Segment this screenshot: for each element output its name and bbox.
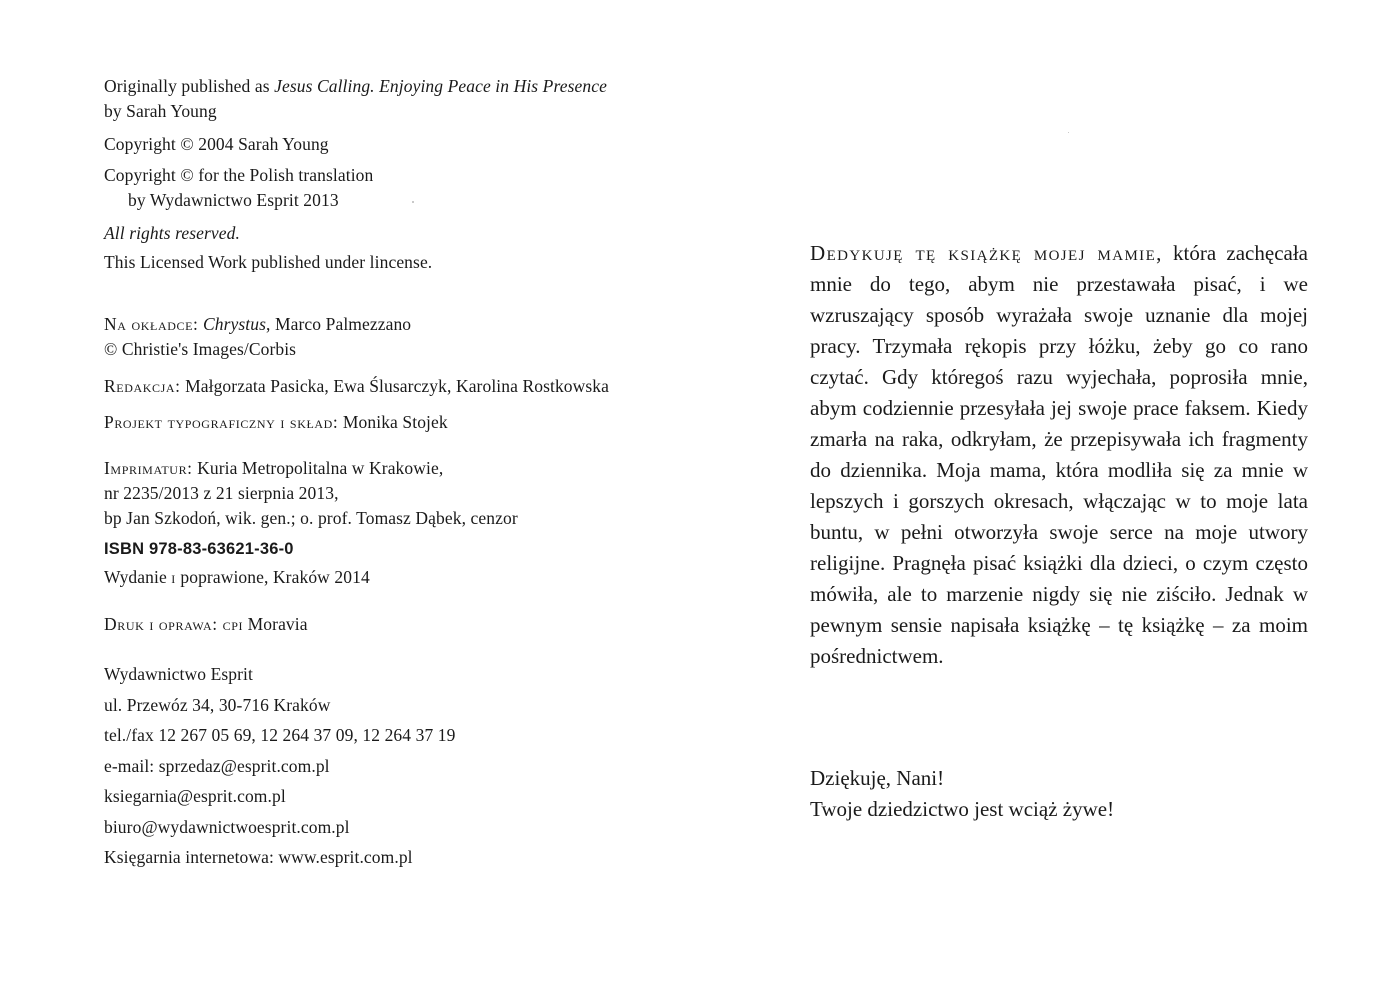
cover-image-credit: © Christie's Images/Corbis	[104, 339, 297, 359]
print-speck	[1068, 132, 1069, 133]
edition-info	[104, 565, 624, 590]
publisher-contact	[104, 659, 624, 873]
imprimatur-label: Imprimatur:	[104, 458, 193, 478]
license-note: This Licensed Work published under lincense.	[104, 252, 433, 272]
copyright-author: Copyright © 2004 Sarah Young	[104, 134, 329, 154]
edition-number: i	[171, 567, 176, 587]
original-suffix: by Sarah Young	[104, 101, 217, 121]
design-credit	[104, 410, 624, 435]
rights-reserved: All rights reserved.	[104, 223, 240, 243]
edition-word: Wydanie	[104, 567, 172, 587]
imprimatur-signatories: bp Jan Szkodoń, wik. gen.; o. prof. Tomasz Dąbek, cenzor	[104, 508, 518, 528]
imprimatur	[104, 456, 624, 481]
publisher-email-bookstore: ksiegarnia@esprit.com.pl	[104, 786, 286, 806]
cover-artist: , Marco Palmezzano	[266, 314, 412, 334]
publisher-phone: tel./fax 12 267 05 69, 12 264 37 09, 12 264 37 19	[104, 725, 456, 745]
imprimatur-issuer: Kuria Metropolitalna w Krakowie,	[192, 458, 444, 478]
legacy-line: Twoje dziedzictwo jest wciąż żywe!	[810, 797, 1115, 821]
cover-credit	[104, 312, 624, 337]
publisher-online-store: Księgarnia internetowa: www.esprit.com.pl	[104, 847, 413, 867]
right-page	[694, 0, 1388, 1000]
isbn: ISBN 978-83-63621-36-0	[104, 540, 294, 558]
design-label: Projekt typograficzny i skład:	[104, 412, 339, 432]
imprimatur-number: nr 2235/2013 z 21 sierpnia 2013,	[104, 483, 339, 503]
thanks-block	[810, 763, 1308, 825]
print-speck	[412, 201, 414, 203]
editing-names: Małgorzata Pasicka, Ewa Ślusarczyk, Karolina Rostkowska	[180, 376, 610, 396]
publisher-address: ul. Przewóz 34, 30-716 Kraków	[104, 694, 331, 715]
design-name: Monika Stojek	[338, 412, 448, 432]
original-publication	[104, 74, 624, 124]
dedication-lead: Dedykuję tę książkę mojej mamie,	[810, 241, 1163, 265]
copyright-translation: Copyright © for the Polish translation	[104, 165, 374, 185]
original-prefix: Originally published as	[104, 76, 275, 96]
dedication-paragraph	[810, 238, 1308, 672]
cover-label: Na okładce:	[104, 314, 199, 334]
edition-rest: poprawione, Kraków 2014	[175, 567, 370, 587]
publisher-email: e-mail: sprzedaz@esprit.com.pl	[104, 755, 330, 776]
copyright-translation-publisher: by Wydawnictwo Esprit 2013	[128, 190, 339, 210]
print-label: Druk i oprawa: cpi	[104, 614, 244, 634]
editing-label: Redakcja:	[104, 376, 181, 396]
print-value: Moravia	[243, 614, 308, 634]
editing-credit	[104, 374, 624, 399]
publisher-email-office: biuro@wydawnictwoesprit.com.pl	[104, 816, 350, 837]
publisher-name: Wydawnictwo Esprit	[104, 664, 253, 684]
dedication-body: która zachęcała mnie do tego, abym nie przestawała pisać, i we wzruszający sposób wyrażała swoje uznanie dla mojej pracy. Trzymała rękopis przy łóżku, żeby go co rano czytać. Gdy któregoś razu wyjechała, poprosiła mnie, abym codziennie przesyłała jej swoje prace faksem. Kiedy zmarła na raka, odkryłam, że przepisywała ich fragmenty do dziennika. Moja mama, która modliła się za mnie w lepszych i gorszych okresach, włączając w to moje lata buntu, w pełni otworzyła swoje serce na moje utwory religijne. Pragnęła pisać książki dla dzieci, o czym często mówiła, ale to marzenie nigdy się nie ziściło. Jednak w pewnym sensie napisała książkę – tę książkę – za moim pośrednictwem.	[810, 241, 1308, 668]
print-info	[104, 612, 624, 637]
thanks-line: Dziękuję, Nani!	[810, 766, 945, 790]
original-title: Jesus Calling. Enjoying Peace in His Presence	[274, 76, 607, 96]
cover-title: Chrystus	[202, 314, 267, 334]
imprint-block	[104, 74, 624, 873]
